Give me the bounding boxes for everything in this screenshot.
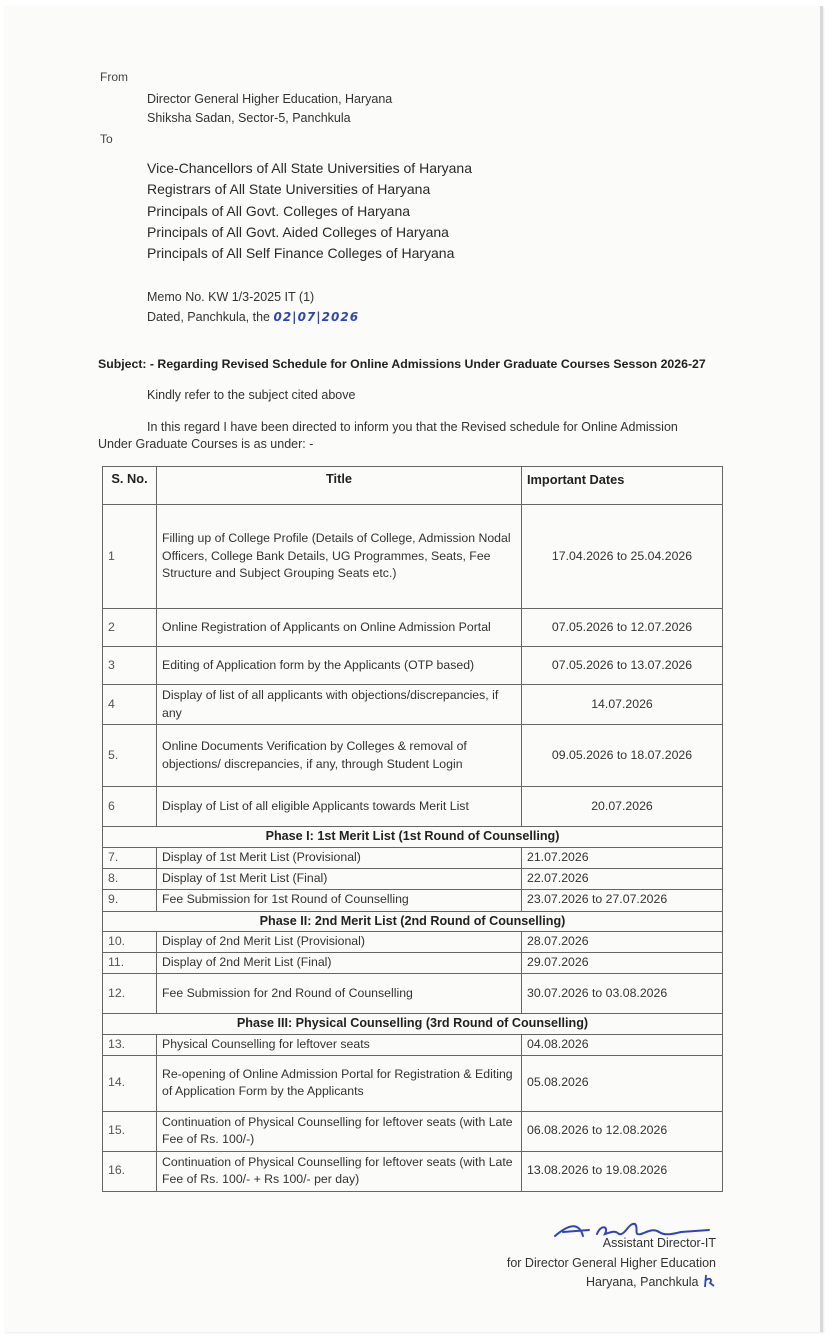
cell-dates: 06.08.2026 to 12.08.2026: [522, 1111, 723, 1151]
signature-block: [474, 1234, 716, 1293]
from-line: Shiksha Sadan, Sector-5, Panchkula: [147, 111, 351, 125]
dated-label: Dated, Panchkula, the: [147, 309, 270, 324]
cell-sno: 2: [103, 609, 157, 647]
memo-date-line: [147, 308, 359, 328]
recipient-line: Principals of All Govt. Aided Colleges of Haryana: [147, 223, 449, 240]
cell-dates: 04.08.2026: [522, 1034, 723, 1055]
table-row: [103, 1055, 723, 1111]
cell-title: Display of 2nd Merit List (Provisional): [157, 932, 522, 953]
cell-title: Physical Counselling for leftover seats: [157, 1034, 522, 1055]
recipient-line: Vice-Chancellors of All State Universities of Haryana: [147, 160, 473, 176]
signatory-line2: for Director General Higher Education: [506, 1255, 716, 1270]
phase-row: [103, 911, 723, 932]
cell-dates: 23.07.2026 to 27.07.2026: [522, 889, 723, 911]
cell-title: Continuation of Physical Counselling for leftover seats (with Late Fee of Rs. 100/-): [157, 1111, 522, 1151]
cell-sno: 4: [103, 685, 157, 725]
table-row: [103, 1151, 723, 1191]
cell-dates: 13.08.2026 to 19.08.2026: [522, 1151, 723, 1191]
cell-title: Re-opening of Online Admission Portal for Registration & Editing of Application Form by the Applicants: [157, 1055, 522, 1111]
phase-heading: Phase III: Physical Counselling (3rd Round of Counselling): [103, 1014, 723, 1035]
table-row: [103, 725, 723, 787]
from-line: Director General Higher Education, Haryana: [147, 92, 393, 106]
cell-title: Fee Submission for 1st Round of Counselling: [157, 889, 522, 911]
to-recipients: [147, 158, 472, 264]
table-row: [103, 787, 723, 827]
header-sno: S. No.: [103, 467, 157, 505]
memo-number: Memo No. KW 1/3-2025 IT (1): [147, 290, 315, 304]
cell-dates: 28.07.2026: [522, 932, 723, 953]
cell-title: Filling up of College Profile (Details of College, Admission Nodal Officers, College Bank Details, UG Programmes, Seats, Fee Structure and Subject Grouping Seats etc.): [157, 505, 522, 609]
cell-sno: 15.: [103, 1111, 157, 1151]
cell-sno: 16.: [103, 1151, 157, 1191]
cell-sno: 3: [103, 647, 157, 685]
phase-heading: Phase II: 2nd Merit List (2nd Round of Counselling): [103, 911, 723, 932]
cell-sno: 7.: [103, 847, 157, 868]
cell-sno: 12.: [103, 974, 157, 1014]
schedule-table: [102, 466, 723, 1192]
handwritten-date: 02|07|2026: [273, 309, 360, 324]
cell-title: Online Documents Verification by Colleges & removal of objections/ discrepancies, if any, through Student Login: [157, 725, 522, 787]
intro-paragraph: Kindly refer to the subject cited above: [147, 388, 356, 402]
table-row: [103, 505, 723, 609]
document-page: [4, 6, 823, 1332]
cell-dates: 22.07.2026: [522, 868, 723, 889]
table-row: [103, 685, 723, 725]
cell-dates: 29.07.2026: [522, 953, 723, 974]
body-paragraph-line2: Under Graduate Courses is as under: -: [98, 437, 314, 451]
phase-row: [103, 1014, 723, 1035]
cell-title: Display of 1st Merit List (Final): [157, 868, 522, 889]
header-dates: Important Dates: [522, 467, 723, 505]
signatory-designation: Assistant Director-IT: [602, 1236, 716, 1250]
cell-dates: 20.07.2026: [522, 787, 723, 827]
subject-line: Subject: - Regarding Revised Schedule for Online Admissions Under Graduate Courses Sesson 2026-27: [98, 357, 706, 371]
cell-sno: 1: [103, 505, 157, 609]
from-address: [147, 90, 392, 128]
phase-heading: Phase I: 1st Merit List (1st Round of Counselling): [103, 827, 723, 848]
cell-dates: 30.07.2026 to 03.08.2026: [522, 974, 723, 1014]
table-row: [103, 1111, 723, 1151]
to-label: To: [100, 132, 113, 146]
phase-row: [103, 827, 723, 848]
cell-sno: 14.: [103, 1055, 157, 1111]
cell-sno: 6: [103, 787, 157, 827]
cell-title: Editing of Application form by the Applicants (OTP based): [157, 647, 522, 685]
cell-title: Display of list of all applicants with objections/discrepancies, if any: [157, 685, 522, 725]
cell-dates: 07.05.2026 to 12.07.2026: [522, 609, 723, 647]
cell-sno: 10.: [103, 932, 157, 953]
table-row: [103, 974, 723, 1014]
cell-title: Online Registration of Applicants on Online Admission Portal: [157, 609, 522, 647]
table-header-row: [103, 467, 723, 505]
table-row: [103, 889, 723, 911]
cell-dates: 17.04.2026 to 25.04.2026: [522, 505, 723, 609]
initials-scrawl: [702, 1273, 716, 1289]
cell-title: Continuation of Physical Counselling for leftover seats (with Late Fee of Rs. 100/- + Rs 100/- per day): [157, 1151, 522, 1191]
header-title: Title: [157, 467, 522, 505]
table-row: [103, 1034, 723, 1055]
cell-dates: 14.07.2026: [522, 685, 723, 725]
recipient-line: Principals of All Self Finance Colleges of Haryana: [147, 245, 455, 262]
cell-sno: 8.: [103, 868, 157, 889]
table-row: [103, 847, 723, 868]
recipient-line: Principals of All Govt. Colleges of Haryana: [147, 202, 411, 219]
table-row: [103, 868, 723, 889]
signatory-line3: Haryana, Panchkula: [474, 1273, 716, 1293]
cell-title: Fee Submission for 2nd Round of Counselling: [157, 974, 522, 1014]
cell-sno: 5.: [103, 725, 157, 787]
cell-sno: 11.: [103, 953, 157, 974]
recipient-line: Registrars of All State Universities of Haryana: [147, 181, 431, 198]
cell-dates: 21.07.2026: [522, 847, 723, 868]
table-row: [103, 932, 723, 953]
body-paragraph-line1: In this regard I have been directed to inform you that the Revised schedule for Online Admission: [147, 420, 678, 434]
cell-title: Display of 2nd Merit List (Final): [157, 953, 522, 974]
memo-block: [147, 288, 359, 327]
cell-dates: 07.05.2026 to 13.07.2026: [522, 647, 723, 685]
cell-title: Display of List of all eligible Applicants towards Merit List: [157, 787, 522, 827]
table-row: [103, 609, 723, 647]
cell-sno: 9.: [103, 889, 157, 911]
from-label: From: [100, 70, 128, 84]
cell-dates: 09.05.2026 to 18.07.2026: [522, 725, 723, 787]
cell-dates: 05.08.2026: [522, 1055, 723, 1111]
table-row: [103, 647, 723, 685]
cell-title: Display of 1st Merit List (Provisional): [157, 847, 522, 868]
table-row: [103, 953, 723, 974]
cell-sno: 13.: [103, 1034, 157, 1055]
